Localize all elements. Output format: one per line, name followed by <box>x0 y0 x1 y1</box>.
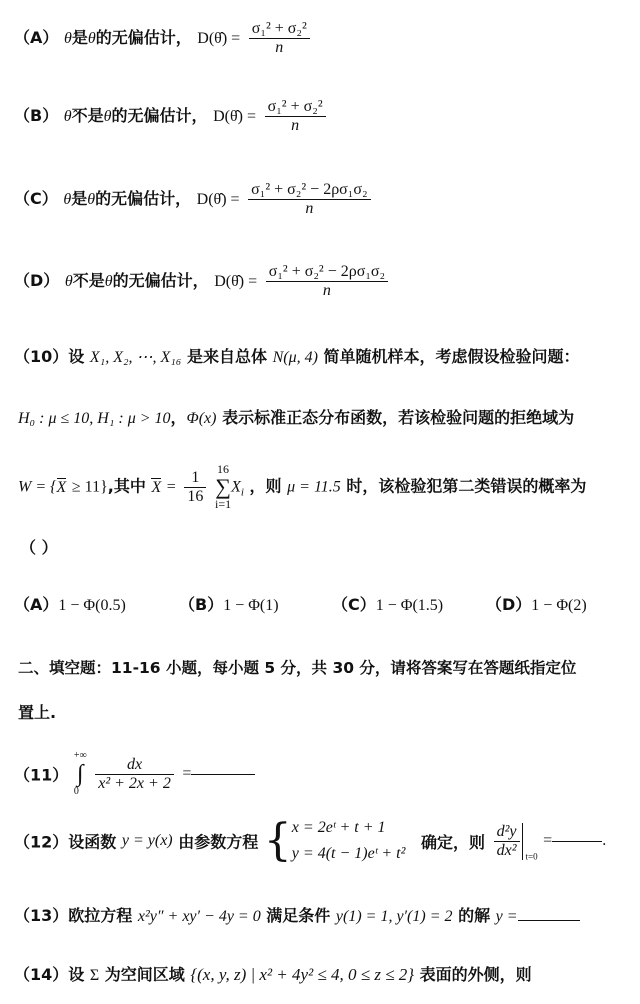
q11 <box>14 750 255 798</box>
fraction-denominator: n <box>305 200 314 217</box>
q10-line2 <box>18 405 574 428</box>
q10-label: （10）设 <box>14 347 85 366</box>
q13-text: 满足条件 <box>266 906 331 925</box>
q10-choice-c <box>332 592 443 615</box>
evaluated-at: t=0 <box>525 851 538 862</box>
answer-blank[interactable] <box>518 904 580 921</box>
param-eq-y: y = 4(t − 1)eᵗ + t² <box>291 845 406 862</box>
option-label: （B） <box>14 106 59 125</box>
euler-equation: x²y″ + xy′ − 4y = 0 <box>137 908 261 925</box>
theta-hat: θ̂ <box>64 273 73 290</box>
q10-text: 简单随机样本，考虑假设检验问题： <box>323 347 580 366</box>
choice-expr: 1 − Φ(1.5) <box>375 597 444 614</box>
integrand-numerator: dx <box>95 756 174 775</box>
option-text: 的无偏估计， <box>111 106 208 125</box>
solution-label: y = <box>495 908 518 925</box>
option-label: （C） <box>14 189 58 208</box>
theta-hat: θ̂ <box>63 191 72 208</box>
choice-label: （A） <box>14 595 59 614</box>
option-9b <box>14 98 329 135</box>
q13-text: 的解 <box>458 906 491 925</box>
option-text: 的无偏估计， <box>112 271 209 290</box>
equals: = <box>182 765 192 782</box>
choice-label: （C） <box>332 595 376 614</box>
fraction-numerator: σ₁² + σ₂² <box>249 20 310 39</box>
q12 <box>14 815 606 867</box>
derivative-numerator: d²y <box>494 823 520 842</box>
q10-line3 <box>18 463 586 511</box>
q10-text: 是来自总体 <box>187 347 268 366</box>
option-9a <box>14 20 313 57</box>
option-text: 的无偏估计， <box>95 189 192 208</box>
variance-lhs: D(θ̂) = <box>214 273 258 290</box>
left-brace: { <box>263 815 292 866</box>
q12-label: （12）设函数 <box>14 832 117 852</box>
q10-choice-b <box>179 592 279 615</box>
q14-text: 为空间区域 <box>104 965 185 984</box>
integrand-denominator: x² + 2x + 2 <box>98 774 171 792</box>
option-9d <box>14 263 391 300</box>
integral-lower: 0 <box>73 786 79 797</box>
fraction-numerator: σ₁² + σ₂² − 2ρσ₁σ₂ <box>266 263 388 282</box>
one-sixteenth <box>184 469 206 506</box>
q14 <box>14 962 532 985</box>
phi-function: Φ(x) <box>186 410 217 427</box>
variance-fraction <box>265 98 326 135</box>
option-9c <box>14 181 374 218</box>
param-eq-x: x = 2eᵗ + t + 1 <box>291 819 386 836</box>
option-verb: 是 <box>71 189 88 208</box>
variance-lhs: D(θ̂) = <box>196 191 240 208</box>
sum-subscript: i <box>240 486 244 499</box>
q11-label: （11） <box>14 765 69 785</box>
sigma-surface: Σ <box>89 967 100 984</box>
q10-choice-d <box>486 592 587 615</box>
q12-text: 确定，则 <box>421 832 486 852</box>
parametric-system <box>292 815 406 867</box>
integral-upper: +∞ <box>73 750 87 761</box>
fraction-numerator: 1 <box>184 469 206 488</box>
integral-sign: ∫ <box>76 761 84 787</box>
fraction-denominator: n <box>291 117 300 134</box>
theta: θ <box>104 273 113 290</box>
q10-text: 表示标准正态分布函数，若该检验问题的拒绝域为 <box>222 408 575 427</box>
fraction-numerator: σ₁² + σ₂² − 2ρσ₁σ₂ <box>248 181 370 200</box>
section2-heading: 二、填空题：11-16 小题，每小题 5 分，共 30 分，请将答案写在答题纸指定位 <box>18 659 577 677</box>
variance-lhs: D(θ̂) = <box>197 30 241 47</box>
theta: θ <box>103 108 112 125</box>
fraction-numerator: σ₁² + σ₂² <box>265 98 326 117</box>
q13 <box>14 903 580 926</box>
function-def: y = y(x) <box>121 832 173 849</box>
period: . <box>602 832 607 849</box>
q10-line1 <box>14 344 580 367</box>
second-derivative <box>494 823 523 860</box>
answer-blank[interactable] <box>552 841 602 842</box>
q10-text: ,其中 <box>107 476 146 496</box>
initial-conditions: y(1) = 1, y′(1) = 2 <box>335 908 453 925</box>
fraction-denominator: n <box>322 282 331 299</box>
hypotheses: H₀ : μ ≤ 10, H₁ : μ > 10 <box>18 410 171 427</box>
rejection-region-start: W = { <box>18 478 57 496</box>
choice-expr: 1 − Φ(2) <box>531 597 587 614</box>
equals: = <box>543 832 553 849</box>
section2-heading-cont: 置上. <box>18 703 57 722</box>
space-region: {(x, y, z) | x² + 4y² ≤ 4, 0 ≤ z ≤ 2} <box>190 965 415 984</box>
q14-label: （14）设 <box>14 965 85 984</box>
theta-hat: θ̂ <box>63 30 72 47</box>
option-verb: 是 <box>71 28 88 47</box>
answer-blank[interactable] <box>191 774 255 775</box>
variance-lhs: D(θ̂) = <box>213 108 257 125</box>
sum-lower: i=1 <box>214 497 232 511</box>
q13-label: （13）欧拉方程 <box>14 906 133 925</box>
derivative-denominator: dx² <box>496 841 517 859</box>
equals: = <box>166 478 176 496</box>
rejection-region-end: ≥ 11} <box>71 478 108 496</box>
sum-term: X <box>231 478 241 496</box>
variance-fraction <box>248 181 370 218</box>
q10-text: ， <box>170 408 187 427</box>
mu-value: μ = 11.5 <box>287 478 341 496</box>
option-label: （D） <box>14 271 60 290</box>
choice-expr: 1 − Φ(1) <box>223 597 279 614</box>
q10-text: ，则 <box>249 476 282 496</box>
q10-answer-paren <box>20 535 58 558</box>
answer-paren: （ ） <box>20 538 58 557</box>
choice-expr: 1 − Φ(0.5) <box>58 597 126 614</box>
variance-fraction <box>266 263 388 300</box>
fraction-denominator: 16 <box>187 487 204 505</box>
option-text: 的无偏估计， <box>95 28 192 47</box>
choice-label: （B） <box>179 595 224 614</box>
sample-vars: X₁, X₂, ⋯, X₁₆ <box>89 349 182 366</box>
variance-fraction <box>249 20 310 57</box>
integrand <box>95 756 174 793</box>
theta-hat: θ̂ <box>63 108 72 125</box>
fraction-denominator: n <box>275 39 284 56</box>
q10-choice-a <box>14 592 126 615</box>
choice-label: （D） <box>486 595 532 614</box>
population-dist: N(μ, 4) <box>272 349 318 366</box>
q10-text: 时，该检验犯第二类错误的概率为 <box>346 476 587 496</box>
sum-upper: 16 <box>217 462 230 476</box>
q14-text: 表面的外侧，则 <box>419 965 532 984</box>
q12-text: 由参数方程 <box>178 832 259 852</box>
sum-sign: ∑ <box>215 474 231 499</box>
option-verb: 不是 <box>72 271 105 290</box>
option-label: （A） <box>14 28 59 47</box>
xbar: X <box>151 478 162 496</box>
sample-mean-x: X <box>56 478 67 496</box>
theta: θ <box>87 30 96 47</box>
summation <box>215 463 231 511</box>
option-verb: 不是 <box>71 106 104 125</box>
theta: θ <box>87 191 96 208</box>
integral <box>74 750 87 798</box>
